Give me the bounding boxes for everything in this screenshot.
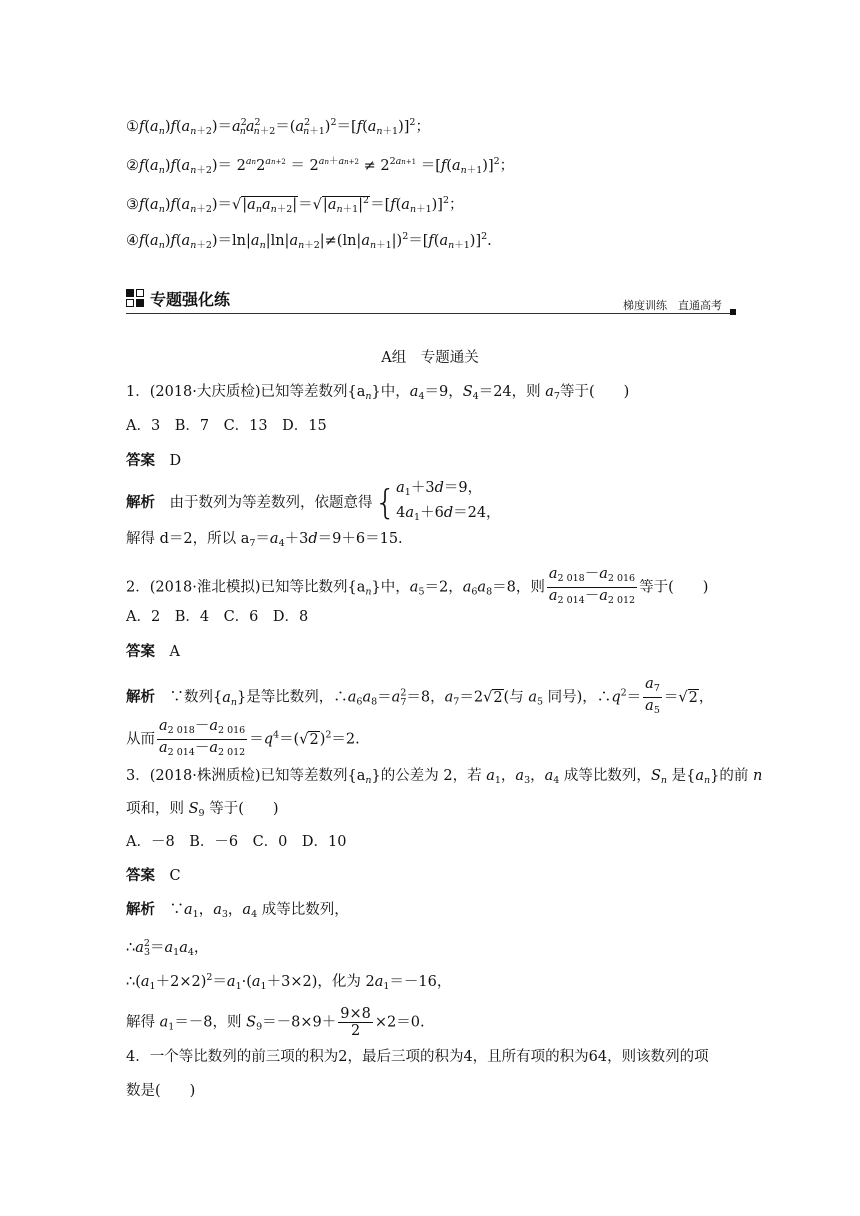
derivation-line-2: $②f(a_n)f(a_{n+2})= 2^{an}2^{an+2} = 2^{an+an+2} \ne 2^{2an+1} =[f(a_{n+1})]^2$； <box>126 156 515 176</box>
q4-stem-2: 数是( ) <box>126 1083 196 1099</box>
q3-options: A．－8 B．－6 C．0 D．10 <box>126 834 347 850</box>
q1-analysis: 解析 由于数列为等差数列，依题意得{$a_1+3d=9$， $4a_1+6d=24$， <box>126 480 501 523</box>
derivation-line-4: $④f(a_n)f(a_{n+2})=\ln|a_n|\ln|a_{n+2}|\ne(\ln|a_{n+1}|)^2=[f(a_{n+1})]^2$. <box>126 231 492 251</box>
q1-options: A．3 B．7 C．13 D．15 <box>126 418 327 434</box>
derivation-line-3: $③f(a_n)f(a_{n+2})=√|a_na_{n+2}|=√|a_{n+1}|^2=[f(a_{n+1})]^2$； <box>126 195 464 215</box>
q2-conclusion: 从而 $\frac{a_{2 018}-a_{2 016}}{a_{2 014}-a_{2 012}}$ $=q^4=(√2)^2=2$. <box>126 718 360 758</box>
q3-stem-1: 3．(2018·株洲质检)已知等差数列$\{a_n\}$的公差为 2，若 $a_1$，$a_3$，$a_4$ 成等比数列，$S_n$ 是$\{a_n\}$的前 n <box>126 768 763 786</box>
section-squares-icon <box>126 289 144 307</box>
q2-answer: 答案 A <box>126 644 180 660</box>
q3-answer: 答案 C <box>126 868 181 884</box>
section-divider <box>126 313 736 314</box>
section-title: 专题强化练 <box>150 290 231 309</box>
q3-analysis-4: 解得 $a_1=-8$，则 $S_9=-8\times 9+$ $\frac{9\times 8}{2}$ ×2＝0. <box>126 1006 425 1039</box>
q3-analysis-2: $\therefore a^2_3=a_1a_4$， <box>126 938 209 958</box>
section-right-text: 梯度训练 直通高考 <box>623 299 722 312</box>
q2-stem: 2．(2018·淮北模拟)已知等比数列$\{a_n\}$中，$a_5=2$，$a_6a_8=8$，则 $\frac{a_{2 018}-a_{2 016}}{a_{2 014}-a_{2 012}}$ 等于( ) <box>126 566 709 606</box>
q2-options: A．2 B．4 C．6 D．8 <box>126 609 309 625</box>
q3-analysis-3: $\therefore(a_1+2\times 2)^2=a_1\cdot(a_1+3\times 2)$，化为 $2a_1=-16$， <box>126 972 452 992</box>
q1-stem: 1．(2018·大庆质检)已知等差数列$\{a_n\}$中，$a_4=9$，$S_4=24$，则 $a_7$等于( ) <box>126 384 630 402</box>
group-title: A组 专题通关 <box>381 350 479 366</box>
section-end-square-icon <box>730 309 736 315</box>
derivation-line-1: $①f(a_n)f(a_{n+2})=a^2_na^2_{n+2}=(a^2_{n+1})^2=[f(a_{n+1})]^2$； <box>126 117 430 137</box>
q3-analysis-1: 解析 $\because a_1$，$a_3$，$a_4$ 成等比数列， <box>126 902 349 920</box>
q4-stem-1: 4．一个等比数列的前三项的积为2，最后三项的积为4，且所有项的积为64，则该数列的项 <box>126 1049 709 1065</box>
q2-analysis: 解析 ∵数列$\{a_n\}$是等比数列，$\therefore a_6a_8=a^2_7=8$，$a_7=2√2$(与 $a_5$ 同号)，$\therefore q^2=$ $\frac{a_7}{a_5}$ ＝√2， <box>126 676 714 716</box>
q1-answer: 答案 D <box>126 453 182 469</box>
q3-stem-2: 项和，则 $S_9$ 等于( ) <box>126 801 279 819</box>
section-header <box>126 287 736 317</box>
q1-solve: 解得 d＝2，所以 $a_7=a_4+3d=9+6=15$. <box>126 531 403 549</box>
